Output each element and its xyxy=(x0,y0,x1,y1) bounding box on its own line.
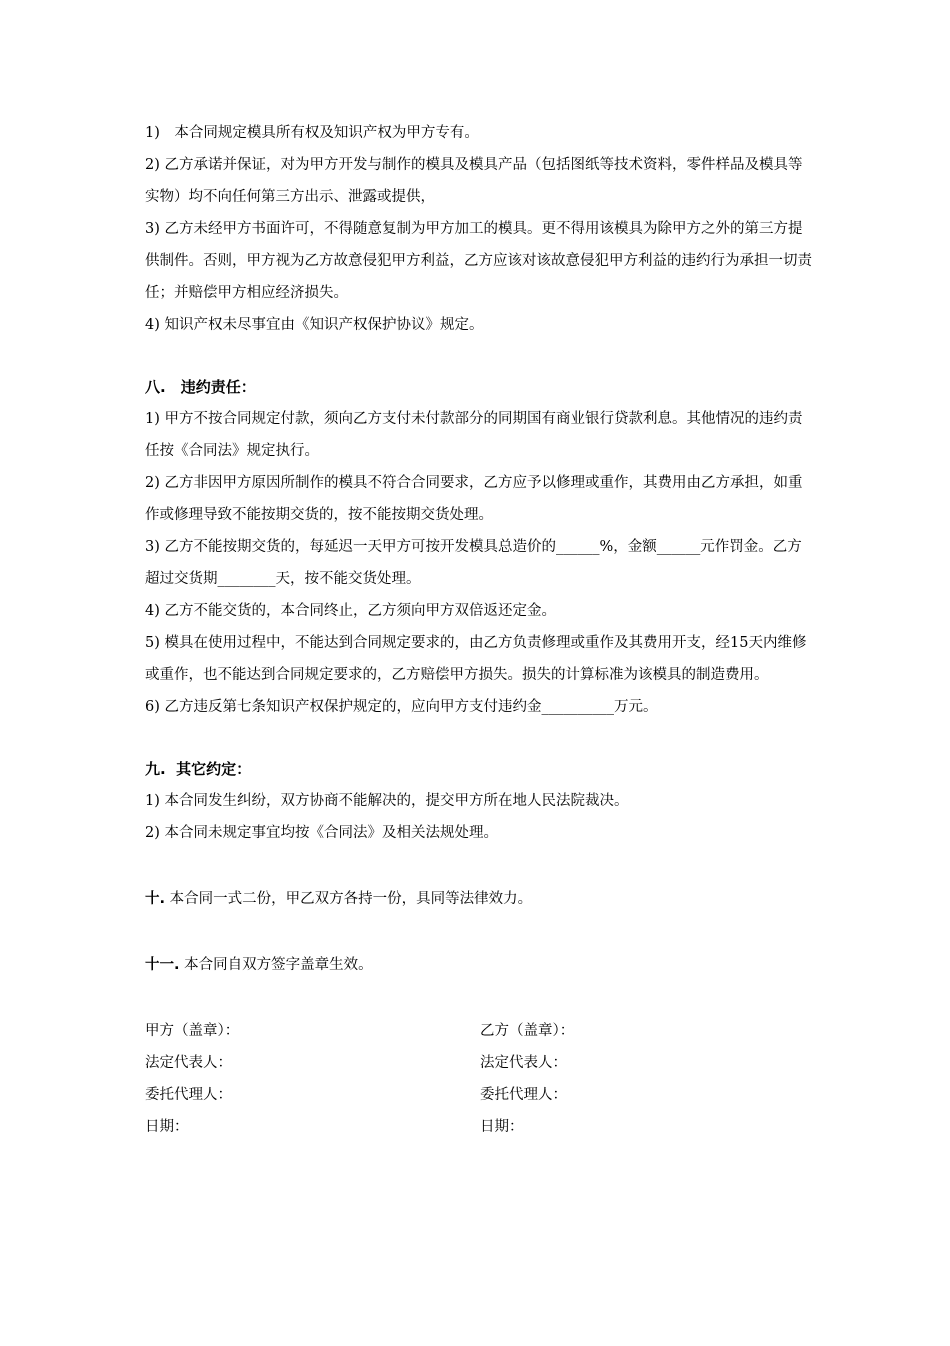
section-10-number: 十. xyxy=(145,891,166,907)
section-11-number: 十一. xyxy=(145,957,180,973)
clause-7-1: 1) 本合同规定模具所有权及知识产权为甲方专有。 xyxy=(145,125,479,141)
section-9-title: 九. 其它约定： xyxy=(145,760,252,778)
section-11-text: 本合同自双方签字盖章生效。 xyxy=(179,957,373,973)
section-9-other xyxy=(145,753,815,849)
signature-block xyxy=(145,1015,815,1143)
section-11 xyxy=(145,949,815,981)
clause-7-3: 3) 乙方未经甲方书面许可，不得随意复制为甲方加工的模具。更不得用该模具为除甲方之外的第三方提供制件。否则，甲方视为乙方故意侵犯甲方利益，乙方应该对该故意侵犯甲方利益的违约行为承担一切责任；并赔偿甲方相应经济损失。 xyxy=(145,221,812,301)
party-b-legal-rep: 法定代表人： xyxy=(480,1055,567,1071)
clause-8-5: 5) 模具在使用过程中，不能达到合同规定要求的，由乙方负责修理或重作及其费用开支，经15天内维修或重作，也不能达到合同规定要求的，乙方赔偿甲方损失。损失的计算标准为该模具的制造费用。 xyxy=(145,635,807,683)
clause-7-2: 2) 乙方承诺并保证，对为甲方开发与制作的模具及模具产品（包括图纸等技术资料，零件样品及模具等实物）均不向任何第三方出示、泄露或提供， xyxy=(145,157,803,205)
section-7-ip xyxy=(145,117,815,341)
section-10-text: 本合同一式二份，甲乙双方各持一份，具同等法律效力。 xyxy=(165,891,533,907)
clause-7-4: 4) 知识产权未尽事宜由《知识产权保护协议》规定。 xyxy=(145,317,484,333)
clause-9-2: 2) 本合同未规定事宜均按《合同法》及相关法规处理。 xyxy=(145,825,498,841)
clause-8-6: 6) 乙方违反第七条知识产权保护规定的，应向甲方支付违约金__________万元。 xyxy=(145,699,658,715)
party-a-date: 日期： xyxy=(145,1119,189,1135)
section-8-liability xyxy=(145,371,815,723)
clause-9-1: 1) 本合同发生纠纷，双方协商不能解决的，提交甲方所在地人民法院裁决。 xyxy=(145,793,629,809)
clause-8-4: 4) 乙方不能交货的，本合同终止，乙方须向甲方双倍返还定金。 xyxy=(145,603,556,619)
contract-page xyxy=(145,117,815,1143)
clause-8-2: 2) 乙方非因甲方原因所制作的模具不符合合同要求，乙方应予以修理或重作，其费用由乙方承担，如重作或修理导致不能按期交货的，按不能按期交货处理。 xyxy=(145,475,803,523)
party-b-agent: 委托代理人： xyxy=(480,1087,567,1103)
party-b-seal: 乙方（盖章）： xyxy=(480,1023,575,1039)
party-a-agent: 委托代理人： xyxy=(145,1087,232,1103)
section-8-title: 八. 违约责任： xyxy=(145,378,256,396)
clause-8-1: 1) 甲方不按合同规定付款，须向乙方支付未付款部分的同期国有商业银行贷款利息。其他情况的违约责任按《合同法》规定执行。 xyxy=(145,411,803,459)
party-b-signature xyxy=(480,1015,815,1143)
party-a-signature xyxy=(145,1015,480,1143)
party-a-legal-rep: 法定代表人： xyxy=(145,1055,232,1071)
party-b-date: 日期： xyxy=(480,1119,524,1135)
section-10 xyxy=(145,883,815,915)
party-a-seal: 甲方（盖章）： xyxy=(145,1023,240,1039)
clause-8-3: 3) 乙方不能按期交货的，每延迟一天甲方可按开发模具总造价的______%，金额______元作罚金。乙方超过交货期________天，按不能交货处理。 xyxy=(145,539,802,587)
